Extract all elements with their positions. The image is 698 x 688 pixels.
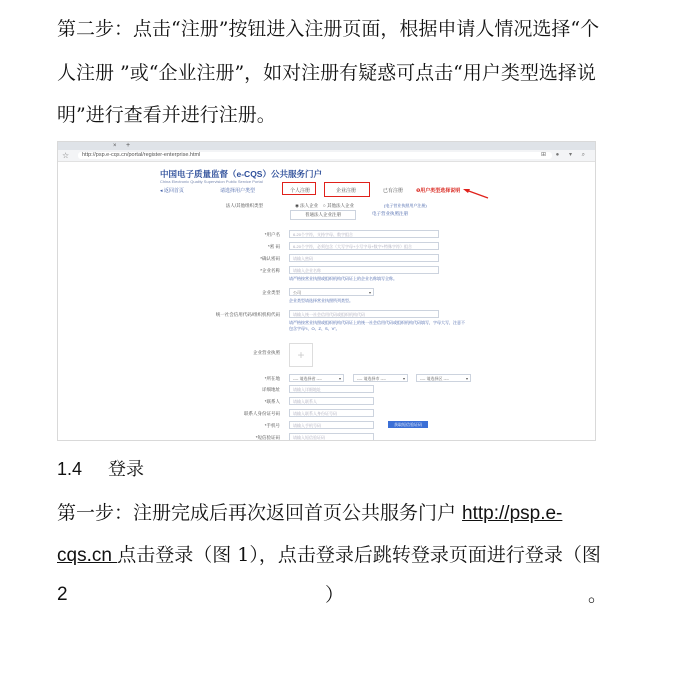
credit-code-hint-2: 包含字母“I、O、Z、S、V”。 (289, 326, 340, 331)
login-text-1: 第一步：注册完成后再次返回首页公共服务门户 (57, 502, 463, 524)
subtab-e-license[interactable]: 电子营业执照注册 (372, 211, 408, 216)
intro-line-1: 第二步：点击“注册”按钮进入注册页面，根据申请人情况选择“个 (57, 18, 600, 40)
intro-line-2: 人注册 ”或“企业注册”，如对注册有疑惑可点击“用户类型选择说 (57, 62, 596, 84)
address-label: 详细地址 (262, 387, 280, 392)
login-line-1 (57, 502, 562, 525)
company-type-hint: 企业类型请选择营业执照所列类型。 (289, 298, 353, 303)
section-number: 1.4 (57, 459, 83, 479)
new-tab-icon[interactable]: + (126, 142, 131, 149)
portal-link-continued[interactable]: cqs.cn (57, 545, 118, 566)
credit-code-field[interactable]: 请输入统一社会信用代码或组织机构代码 (289, 310, 439, 318)
credit-code-label: 统一社会信用代码/组织机构代码 (215, 312, 280, 317)
region-label: *所在地 (264, 376, 280, 381)
login-line-3 (57, 584, 68, 606)
user-type-help-link[interactable]: ❶用户类型选择说明 (416, 188, 461, 194)
password-label: *密 码 (267, 244, 280, 249)
city-value: ---- 请选择市 ---- (357, 376, 386, 381)
password-field[interactable]: 6-20个字符，必须包含（大写字母+小写字母+数字+特殊字符）组合 (289, 242, 439, 250)
subtab-normal[interactable]: 普通法人企业注册 (290, 210, 356, 220)
registration-screenshot (57, 141, 596, 441)
figure-number: 2 (57, 584, 68, 605)
url-prefix: http:// (82, 152, 96, 158)
company-name-field[interactable]: 请输入企业名称 (289, 266, 439, 274)
chevron-down-icon: ▾ (368, 290, 371, 295)
section-title: 登录 (108, 459, 145, 480)
portal-logo: 中国电子质量监督（e-CQS）公共服务门户 (160, 169, 322, 179)
tab-enterprise-register[interactable]: 企业注册 (336, 188, 357, 194)
tab-existing-register[interactable]: 已有注册 (383, 188, 404, 194)
district-select[interactable] (416, 374, 471, 382)
chevron-down-icon: ▾ (402, 376, 405, 381)
closing-paren: ） (325, 584, 345, 606)
company-type-select[interactable] (289, 288, 374, 296)
browser-toolbar-icons[interactable]: ⊞ ● ▾ ⌕ (540, 152, 589, 158)
credit-code-hint-1: 请严格按营业执照或组织机构代码证上的统一社会信用代码或组织机构代码填写，字母大写，注意不 (289, 320, 465, 325)
confirm-password-field[interactable]: 请输入密码 (289, 254, 439, 262)
closing-period: 。 (588, 584, 608, 606)
org-type-label: 法人/其他组织类型 (225, 203, 263, 208)
intro-line-3: 明”进行查看并进行注册。 (57, 104, 276, 126)
star-icon[interactable]: ☆ (62, 151, 70, 160)
username-label: *用户名 (264, 232, 280, 237)
contact-label: *联系人 (264, 399, 280, 404)
close-icon[interactable]: × (113, 143, 117, 149)
radio-other-entity[interactable]: ○ 其他法人企业 (323, 203, 354, 208)
get-sms-code-button[interactable]: 获取短信验证码 (388, 421, 428, 428)
portal-logo-subtitle: China Electronic Quality Supervision Public Service Portal (160, 179, 263, 184)
portal-link[interactable]: http://psp.e- (462, 503, 563, 524)
section-heading (57, 459, 144, 480)
sms-code-label: *短信验证码 (255, 435, 280, 440)
confirm-password-label: *确认密码 (260, 256, 280, 261)
phone-field[interactable]: 请输入手机号码 (289, 421, 374, 429)
login-line-2 (57, 544, 601, 567)
company-name-hint: 请严格按营业执照或组织机构代码证上的企业名称填写全称。 (289, 276, 397, 281)
user-type-label: 请选择用户类型 (220, 188, 256, 194)
login-text-2: 点击登录（图 1），点击登录后跳转登录页面进行登录（图 (117, 544, 601, 566)
sms-code-field[interactable]: 请输入短信验证码 (289, 433, 374, 441)
chevron-down-icon: ▾ (465, 376, 468, 381)
id-number-field[interactable]: 请输入联系人身份证号码 (289, 409, 374, 417)
address-field[interactable]: 请输入详细地址 (289, 385, 374, 393)
license-label: 企业营业执照 (253, 350, 280, 355)
company-type-value: 公司 (293, 290, 301, 295)
back-home-link[interactable]: ◂ 返回首页 (160, 188, 184, 194)
company-name-label: *企业名称 (260, 268, 280, 273)
radio-legal-entity[interactable]: ◉ 法人企业 (295, 203, 319, 208)
tab-personal-register[interactable]: 个人注册 (290, 188, 311, 194)
chevron-down-icon: ▾ (338, 376, 341, 381)
e-license-link[interactable]: (电子营业执照用户注册) (384, 203, 427, 208)
upload-license-button[interactable]: + (289, 343, 313, 367)
district-value: ---- 请选择区 ---- (420, 376, 449, 381)
company-type-label: 企业类型 (262, 290, 280, 295)
phone-label: *手机号 (264, 423, 280, 428)
province-value: ---- 请选择省 ---- (293, 376, 322, 381)
id-number-label: 联系人身份证号码 (244, 411, 280, 416)
city-select[interactable] (353, 374, 408, 382)
username-field[interactable]: 6-20个字符，支持字母、数字组合 (289, 230, 439, 238)
contact-field[interactable]: 请输入联系人 (289, 397, 374, 405)
url-text: psp.e-cqs.cn/portal/register-enterprise.html (95, 152, 201, 158)
province-select[interactable] (289, 374, 344, 382)
